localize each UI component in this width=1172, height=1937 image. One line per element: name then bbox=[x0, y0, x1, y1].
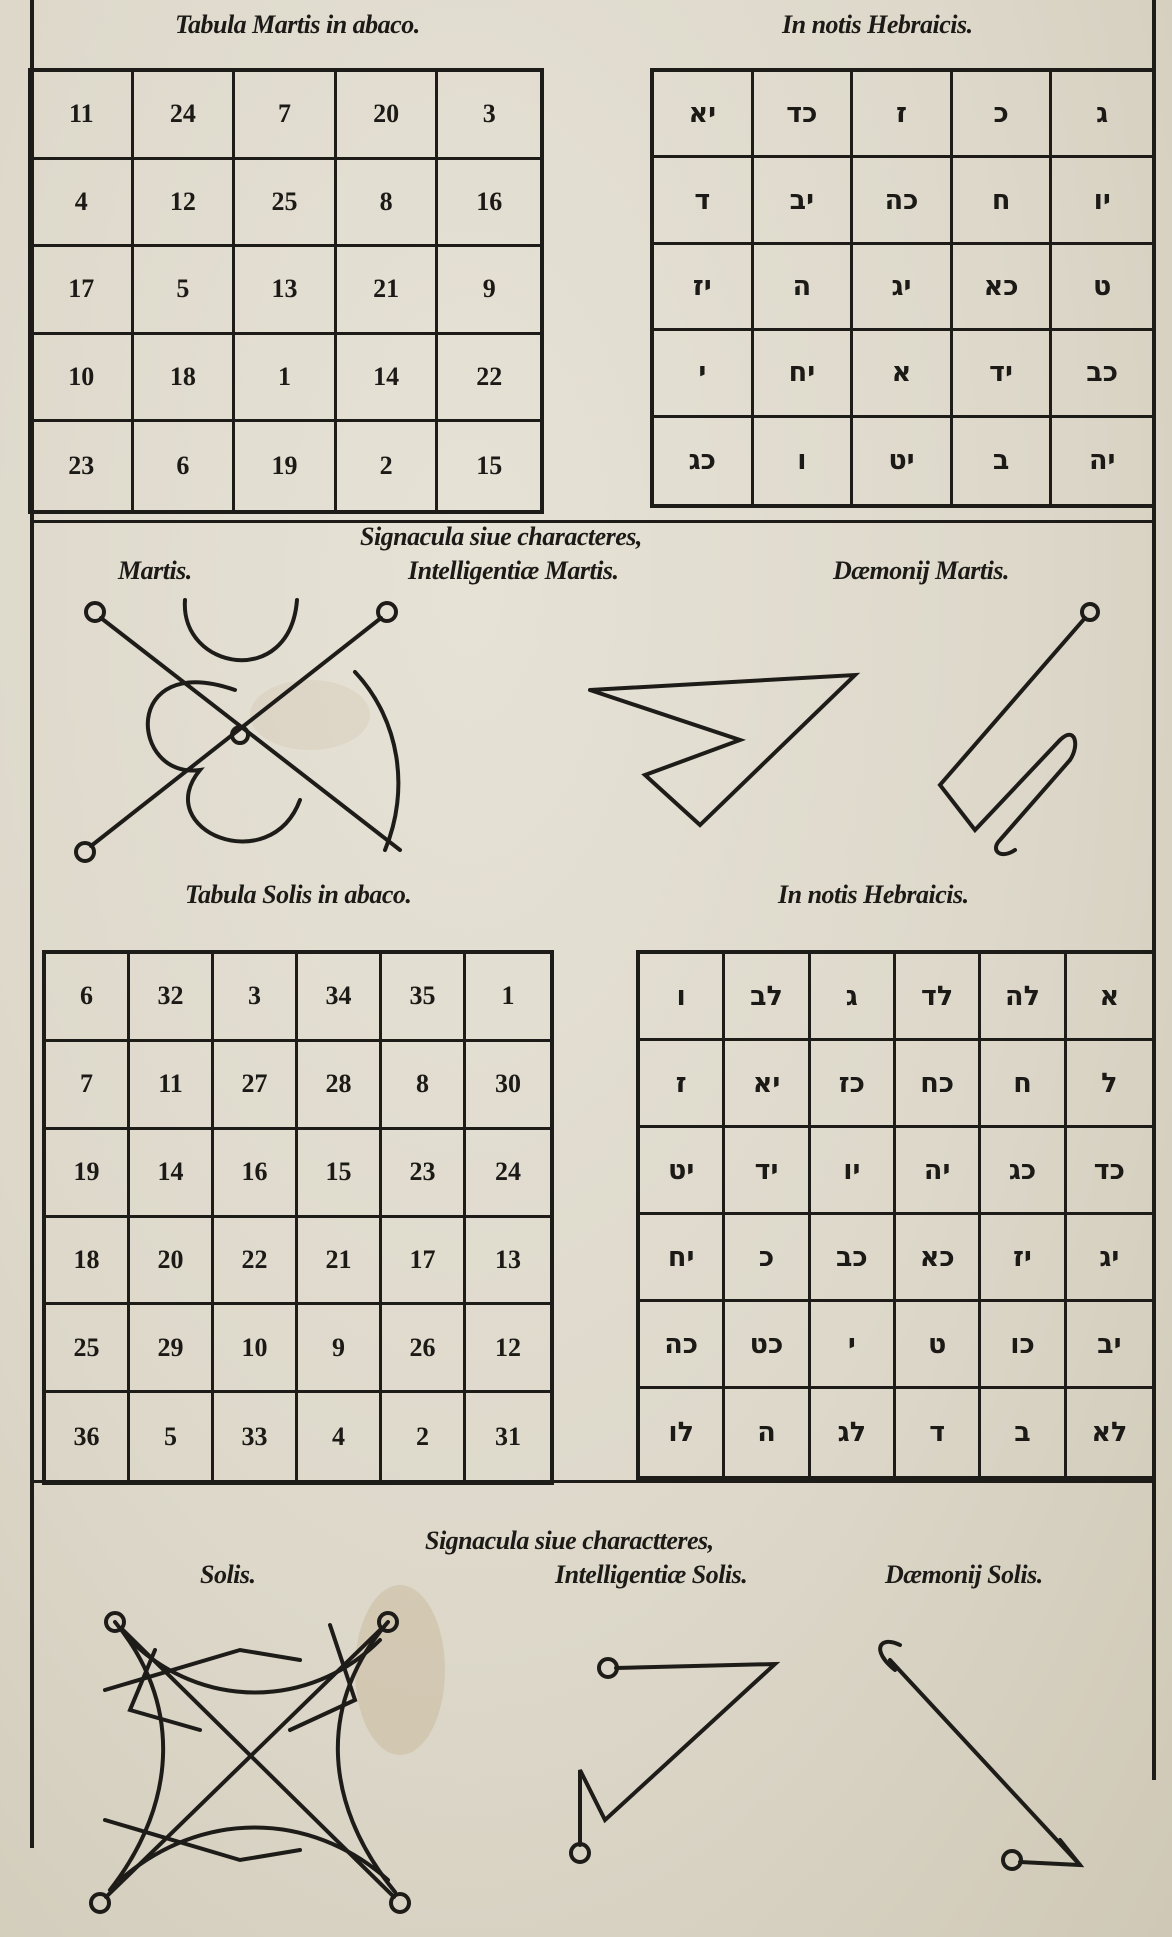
sol-square-cell: 23 bbox=[382, 1130, 466, 1218]
mars-hebrew-cell: יח bbox=[754, 331, 854, 417]
mars-hebrew-cell: ה bbox=[754, 245, 854, 331]
sol-square-cell: 14 bbox=[130, 1130, 214, 1218]
mars-hebrew-cell: יב bbox=[754, 158, 854, 244]
sol-hebrew-cell: ד bbox=[896, 1389, 981, 1476]
sol-hebrew-cell: יז bbox=[981, 1215, 1066, 1302]
mars-square-cell: 2 bbox=[337, 422, 439, 510]
sol-hebrew-cell: יו bbox=[811, 1128, 896, 1215]
mars-hebrew-cell: כה bbox=[853, 158, 953, 244]
sol-hebrew-cell: כא bbox=[896, 1215, 981, 1302]
mars-hebrew-cell: ד bbox=[654, 158, 754, 244]
mars-daemon-label: Dæmonij Martis. bbox=[833, 556, 1009, 585]
mars-square-cell: 7 bbox=[235, 72, 337, 160]
sol-daemon-label: Dæmonij Solis. bbox=[885, 1560, 1043, 1589]
mars-hebrew-cell: ב bbox=[953, 418, 1053, 504]
sol-square-cell: 30 bbox=[466, 1042, 550, 1130]
mars-square-cell: 11 bbox=[32, 72, 134, 160]
sol-square-cell: 7 bbox=[46, 1042, 130, 1130]
mars-square-cell: 14 bbox=[337, 335, 439, 423]
mars-square-cell: 10 bbox=[32, 335, 134, 423]
sol-hebrew-cell: ל bbox=[1067, 1041, 1152, 1128]
sol-hebrew-cell: לד bbox=[896, 954, 981, 1041]
mars-intelligence-label: Intelligentiæ Martis. bbox=[408, 556, 619, 585]
sol-hebrew-cell: לא bbox=[1091, 1417, 1128, 1448]
mars-hebrew-cell: ג bbox=[1052, 72, 1152, 158]
sol-hebrew-cell: כו bbox=[981, 1302, 1066, 1389]
mars-square-cell: 20 bbox=[337, 72, 439, 160]
sol-hebrew-cell: ג bbox=[811, 954, 896, 1041]
mars-hebrew-cell: כג bbox=[654, 418, 754, 504]
sol-square-cell: 34 bbox=[298, 954, 382, 1042]
sol-hebrew-cell: כח bbox=[896, 1041, 981, 1128]
sol-hebrew-cell: י bbox=[811, 1302, 896, 1389]
mars-square-cell: 1 bbox=[235, 335, 337, 423]
mars-square-cell: 15 bbox=[476, 451, 503, 481]
mars-hebrew-cell: כא bbox=[953, 245, 1053, 331]
mars-square-cell: 13 bbox=[235, 247, 337, 335]
sol-square-cell: 18 bbox=[46, 1218, 130, 1306]
sol-square-cell: 1 bbox=[466, 954, 550, 1042]
sol-square-cell: 21 bbox=[298, 1218, 382, 1306]
sol-square-cell: 35 bbox=[382, 954, 466, 1042]
mars-hebrew-cell: כב bbox=[1052, 331, 1152, 417]
mars-hebrew-cell: ו bbox=[754, 418, 854, 504]
sol-square-cell: 24 bbox=[466, 1130, 550, 1218]
sol-hebrew-cell: לה bbox=[981, 954, 1066, 1041]
sol-intelligence-label: Intelligentiæ Solis. bbox=[555, 1560, 748, 1589]
sol-square-cell: 16 bbox=[214, 1130, 298, 1218]
sol-square-cell: 29 bbox=[130, 1305, 214, 1393]
mars-hebrew-cell: יו bbox=[1052, 158, 1152, 244]
sol-square-cell: 32 bbox=[130, 954, 214, 1042]
mars-planet-label: Martis. bbox=[118, 556, 192, 585]
sol-square-cell: 13 bbox=[466, 1218, 550, 1306]
mars-square-cell: 6 bbox=[134, 422, 236, 510]
sol-table-title: Tabula Solis in abaco. bbox=[185, 880, 412, 909]
mars-hebrew-cell: א bbox=[853, 331, 953, 417]
mars-hebrew-cell: ח bbox=[953, 158, 1053, 244]
sol-hebrew-cell: ז bbox=[640, 1041, 725, 1128]
mars-hebrew-title: In notis Hebraicis. bbox=[782, 10, 973, 39]
sol-hebrew-cell: יב bbox=[1067, 1302, 1152, 1389]
sol-square-cell: 20 bbox=[130, 1218, 214, 1306]
sol-hebrew-cell: א bbox=[1067, 954, 1152, 1041]
sol-hebrew-cell: כט bbox=[725, 1302, 810, 1389]
mars-square-cell: 18 bbox=[134, 335, 236, 423]
mars-square-cell: 8 bbox=[337, 160, 439, 248]
sol-hebrew-cell: כב bbox=[811, 1215, 896, 1302]
sol-square-cell: 8 bbox=[382, 1042, 466, 1130]
mars-hebrew-cell: יט bbox=[853, 418, 953, 504]
mars-square-cell: 21 bbox=[337, 247, 439, 335]
mars-square-cell: 5 bbox=[134, 247, 236, 335]
sol-hebrew-cell: ב bbox=[981, 1389, 1066, 1476]
sol-square-cell: 6 bbox=[46, 954, 130, 1042]
sol-hebrew-cell: יא bbox=[725, 1041, 810, 1128]
sol-hebrew-cell: כ bbox=[725, 1215, 810, 1302]
sol-square-cell: 36 bbox=[46, 1393, 130, 1481]
sol-hebrew-cell: יג bbox=[1067, 1215, 1152, 1302]
sol-square-cell: 5 bbox=[130, 1393, 214, 1481]
mars-square-cell: 9 bbox=[438, 247, 540, 335]
mars-hebrew-cell: יג bbox=[853, 245, 953, 331]
sol-hebrew-cell: ט bbox=[896, 1302, 981, 1389]
sol-hebrew-cell: כד bbox=[1067, 1128, 1152, 1215]
sol-hebrew-cell: יט bbox=[640, 1128, 725, 1215]
sol-hebrew-cell: לב bbox=[725, 954, 810, 1041]
sol-square-cell: 15 bbox=[298, 1130, 382, 1218]
mars-square-cell: 12 bbox=[134, 160, 236, 248]
sol-hebrew-cell: יח bbox=[640, 1215, 725, 1302]
mars-signacula-heading: Signacula siue characteres, bbox=[360, 522, 642, 551]
sol-square-cell: 33 bbox=[214, 1393, 298, 1481]
sol-square-cell: 11 bbox=[130, 1042, 214, 1130]
sol-hebrew-cell: ח bbox=[981, 1041, 1066, 1128]
mars-square-cell: 23 bbox=[32, 422, 134, 510]
sol-hebrew-cell: לו bbox=[640, 1389, 725, 1476]
sol-hebrew-cell: ה bbox=[725, 1389, 810, 1476]
mars-hebrew-cell: ט bbox=[1052, 245, 1152, 331]
mars-square-cell: 3 bbox=[438, 72, 540, 160]
sol-square-cell: 22 bbox=[214, 1218, 298, 1306]
sol-square-cell: 3 bbox=[214, 954, 298, 1042]
mars-hebrew-cell: יד bbox=[953, 331, 1053, 417]
mars-hebrew-cell: יא bbox=[654, 72, 754, 158]
mars-square-cell: 24 bbox=[134, 72, 236, 160]
mars-hebrew-cell: כ bbox=[953, 72, 1053, 158]
mars-hebrew-cell: יה bbox=[1088, 445, 1116, 477]
mars-hebrew-cell: יז bbox=[654, 245, 754, 331]
sol-square-cell: 27 bbox=[214, 1042, 298, 1130]
mars-square-cell: 25 bbox=[235, 160, 337, 248]
sol-hebrew-cell: לג bbox=[811, 1389, 896, 1476]
sol-square-cell: 10 bbox=[214, 1305, 298, 1393]
sol-hebrew-title: In notis Hebraicis. bbox=[778, 880, 969, 909]
sol-signacula-heading: Signacula siue charactteres, bbox=[425, 1526, 714, 1555]
sol-hebrew-cell: כה bbox=[640, 1302, 725, 1389]
sol-hebrew-cell: ו bbox=[640, 954, 725, 1041]
mars-hebrew-cell: ז bbox=[853, 72, 953, 158]
sol-square-cell: 9 bbox=[298, 1305, 382, 1393]
sol-hebrew-cell: יה bbox=[896, 1128, 981, 1215]
mars-square-cell: 22 bbox=[438, 335, 540, 423]
mars-square-cell: 17 bbox=[32, 247, 134, 335]
sol-square-cell: 17 bbox=[382, 1218, 466, 1306]
sol-square-cell: 26 bbox=[382, 1305, 466, 1393]
sol-square-cell: 28 bbox=[298, 1042, 382, 1130]
mars-hebrew-cell: י bbox=[654, 331, 754, 417]
mars-square-cell: 4 bbox=[32, 160, 134, 248]
sol-hebrew-cell: יד bbox=[725, 1128, 810, 1215]
sol-square-cell: 2 bbox=[382, 1393, 466, 1481]
sol-square-cell: 19 bbox=[46, 1130, 130, 1218]
sol-square-cell: 31 bbox=[495, 1422, 521, 1452]
sol-hebrew-cell: כז bbox=[811, 1041, 896, 1128]
sol-planet-label: Solis. bbox=[200, 1560, 256, 1589]
mars-hebrew-cell: כד bbox=[754, 72, 854, 158]
sol-square-cell: 12 bbox=[466, 1305, 550, 1393]
mars-square-cell: 19 bbox=[235, 422, 337, 510]
sol-square-cell: 25 bbox=[46, 1305, 130, 1393]
sol-hebrew-cell: כג bbox=[981, 1128, 1066, 1215]
mars-square-cell: 16 bbox=[438, 160, 540, 248]
mars-table-title: Tabula Martis in abaco. bbox=[175, 10, 420, 39]
sol-square-cell: 4 bbox=[298, 1393, 382, 1481]
